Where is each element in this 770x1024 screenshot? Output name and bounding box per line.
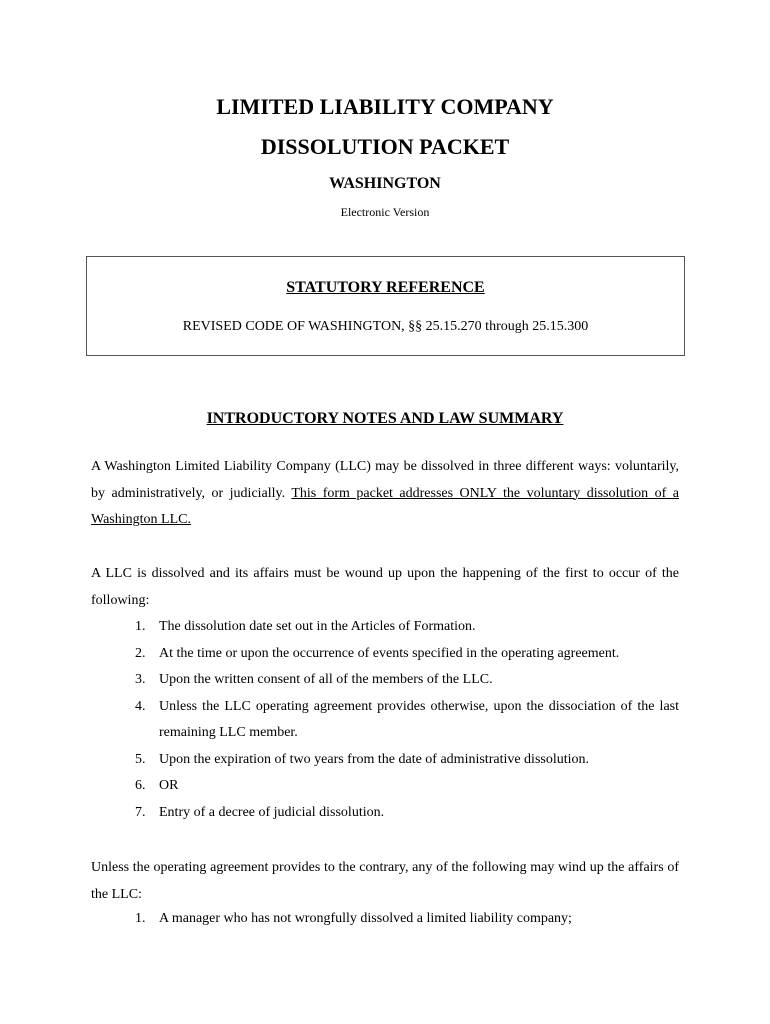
statutory-reference-text: REVISED CODE OF WASHINGTON, §§ 25.15.270 through 25.15.300 <box>182 319 589 334</box>
intro-section-title: INTRODUCTORY NOTES AND LAW SUMMARY <box>206 410 564 427</box>
version-label: Electronic Version <box>340 205 430 219</box>
list-item: 5. Upon the expiration of two years from the date of administrative dissolution. <box>135 751 590 767</box>
intro-paragraph-1-text: A Washington Limited Liability Company (LLC) may be dissolved in three different ways: voluntarily, by administratively, or judicially. <box>91 459 679 501</box>
list-item: 6. OR <box>135 778 179 793</box>
list-item: 4. Unless the LLC operating agreement provides otherwise, upon the dissociation of the last remaining LLC member. <box>135 698 679 740</box>
wind-up-parties-list <box>91 906 679 933</box>
title-line-1: LIMITED LIABILITY COMPANY <box>216 94 554 119</box>
list-item: 1. A manager who has not wrongfully dissolved a limited liability company; <box>135 911 572 926</box>
statutory-reference-box <box>86 256 685 356</box>
intro-paragraph-1 <box>91 454 679 534</box>
statutory-reference-title: STATUTORY REFERENCE <box>286 279 485 296</box>
list-item: 2. At the time or upon the occurrence of events specified in the operating agreement. <box>135 645 620 661</box>
intro-paragraph-1-underlined: This form packet addresses ONLY the voluntary dissolution of a Washington LLC. <box>91 485 679 527</box>
list-item: 7. Entry of a decree of judicial dissolution. <box>135 804 385 820</box>
dissolution-events-list <box>91 614 679 826</box>
list-item: 3. Upon the written consent of all of the members of the LLC. <box>135 672 493 687</box>
intro-paragraph-2: A LLC is dissolved and its affairs must be wound up upon the happening of the first to occur of the following: <box>91 566 679 608</box>
intro-paragraph-3: Unless the operating agreement provides to the contrary, any of the following may wind up the affairs of the LLC: <box>91 860 679 902</box>
state-heading: WASHINGTON <box>329 175 441 192</box>
list-item: 1. The dissolution date set out in the Articles of Formation. <box>135 619 476 634</box>
title-line-2: DISSOLUTION PACKET <box>260 134 510 159</box>
